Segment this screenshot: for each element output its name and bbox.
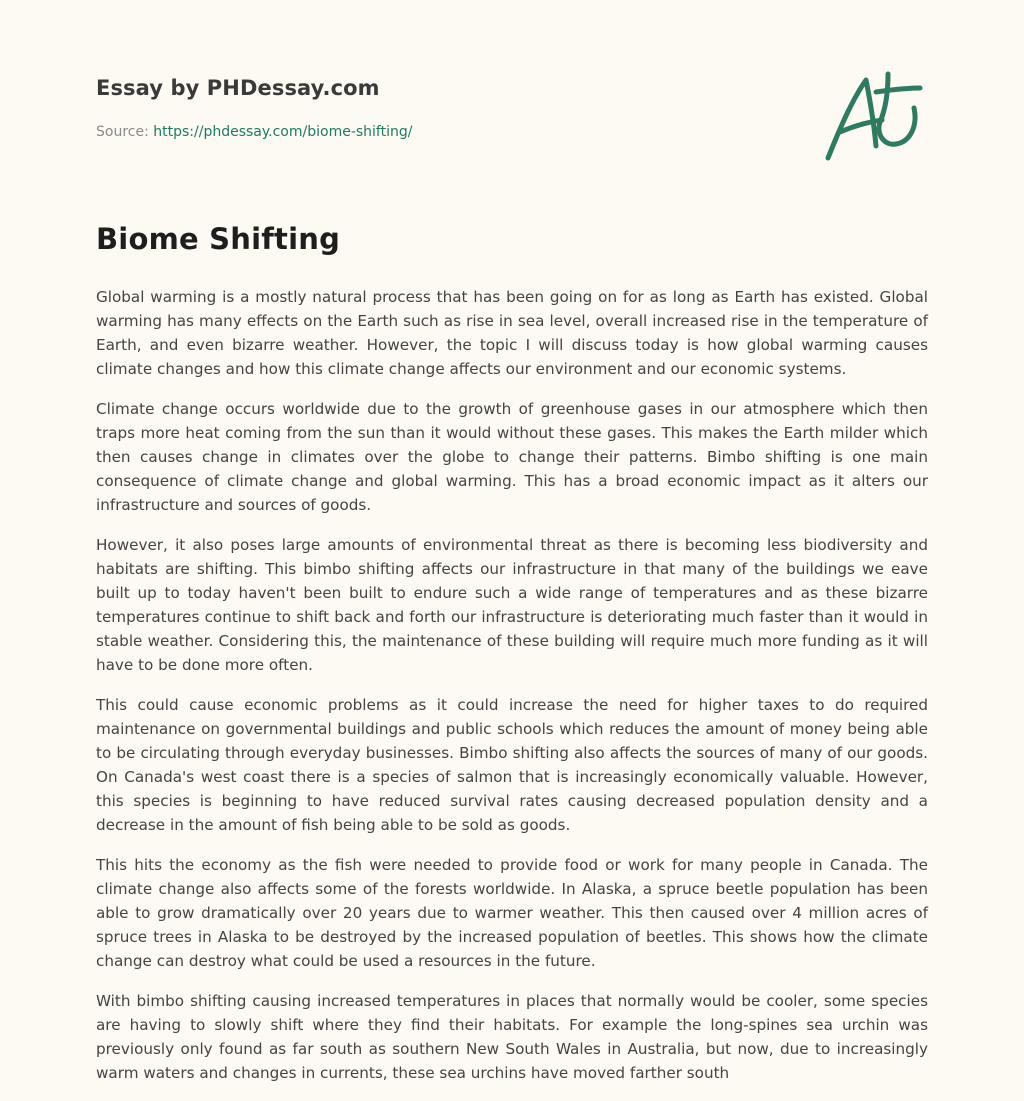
essay-paragraph: This hits the economy as the fish were needed to provide food or work for many people in Canada. The climate change also affects some of the forests worldwide. In Alaska, a spruce beetle population has been able to grow dramatically over 20 years due to warmer weather. This then caused over 4 million acres of spruce trees in Alaska to be destroyed by the increased population of beetles. This shows how the climate change can destroy what could be used a resources in the future. [96,856,928,970]
essay-body [96,285,928,1101]
essay-paragraph: Global warming is a mostly natural process that has been going on for as long as Earth has existed. Global warming has many effects on the Earth such as rise in sea level, overall increased rise in the temperature of Earth, and even bizarre weather. However, the topic I will discuss today is how global warming causes climate changes and how this climate change affects our environment and our economic systems. [96,288,928,378]
source-line [96,124,412,140]
source-label: Source: [96,124,154,140]
source-link[interactable]: https://phdessay.com/biome-shifting/ [153,124,413,140]
site-title: Essay by PHDessay.com [96,76,380,100]
essay-paragraph: Climate change occurs worldwide due to the growth of greenhouse gases in our atmosphere which then traps more heat coming from the sun than it would without these gases. This makes the Earth milder which then causes change in climates over the globe to change their patterns. Bimbo shifting is one main consequence of climate change and global warming. This has a broad economic impact as it alters our infrastructure and sources of goods. [96,400,928,514]
essay-paragraph: This could cause economic problems as it could increase the need for higher taxes to do required maintenance on governmental buildings and public schools which reduces the amount of money being able to be circulating through everyday businesses. Bimbo shifting also affects the sources of many of our goods. On Canada's west coast there is a species of salmon that is increasingly economically valuable. However, this species is beginning to have reduced survival rates causing decreased population density and a decrease in the amount of fish being able to be sold as goods. [96,696,928,834]
essay-title: Biome Shifting [96,222,341,256]
a-plus-logo-icon [820,66,930,166]
essay-paragraph: With bimbo shifting causing increased temperatures in places that normally would be cooler, some species are having to slowly shift where they find their habitats. For example the long-spines sea urchin was previously only found as far south as southern New South Wales in Australia, but now, due to increasingly warm waters and changes in currents, these sea urchins have moved farther south [96,992,928,1082]
essay-paragraph: However, it also poses large amounts of environmental threat as there is becoming less biodiversity and habitats are shifting. This bimbo shifting affects our infrastructure in that many of the buildings we eave built up to today haven't been built to endure such a wide range of temperatures and as these bizarre temperatures continue to shift back and forth our infrastructure is deteriorating much faster than it would in stable weather. Considering this, the maintenance of these building will require much more funding as it will have to be done more often. [96,536,928,674]
